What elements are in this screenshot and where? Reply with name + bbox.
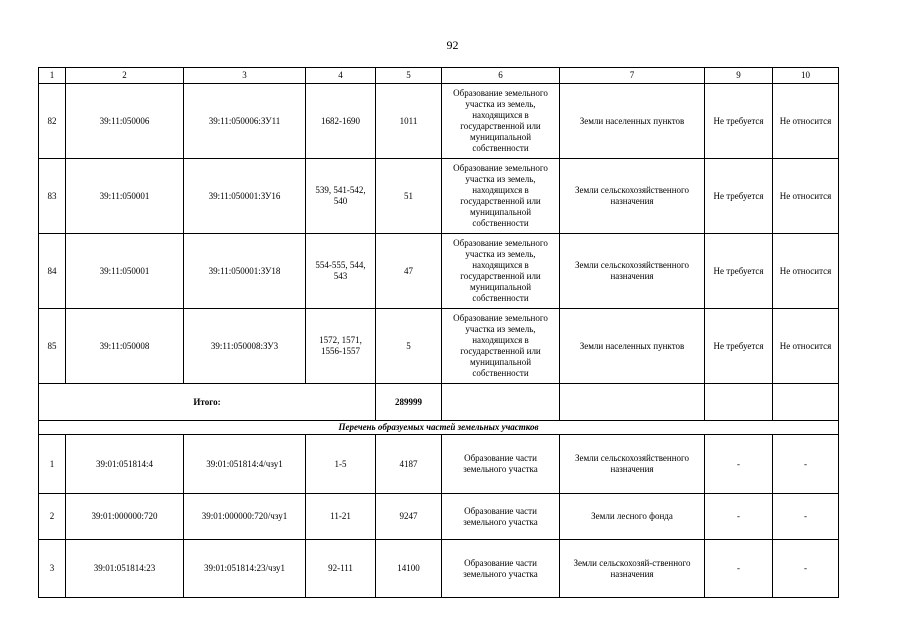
- header-cell: 9: [705, 68, 773, 84]
- cadastral-block: 39:11:050001: [66, 159, 184, 234]
- row-number: 85: [39, 309, 66, 384]
- plot-designation: 39:11:050001:ЗУ16: [184, 159, 306, 234]
- section-row: [39, 421, 839, 435]
- empty-cell: [705, 384, 773, 421]
- header-row: [39, 68, 839, 84]
- point-numbers: 539, 541-542, 540: [306, 159, 376, 234]
- area-value: 14100: [376, 540, 442, 598]
- header-cell: 10: [773, 68, 839, 84]
- area-value: 4187: [376, 435, 442, 494]
- area-value: 9247: [376, 494, 442, 540]
- page-number: 92: [446, 38, 459, 52]
- table-row: [39, 540, 839, 598]
- table-row: [39, 234, 839, 309]
- land-category: Земли населенных пунктов: [560, 84, 705, 159]
- table-row: [39, 435, 839, 494]
- column-9-value: -: [705, 494, 773, 540]
- header-cell: 4: [306, 68, 376, 84]
- total-value: 289999: [376, 384, 442, 421]
- header-cell: 1: [39, 68, 66, 84]
- row-number: 82: [39, 84, 66, 159]
- column-10-value: -: [773, 540, 839, 598]
- plot-designation: 39:11:050001:ЗУ18: [184, 234, 306, 309]
- land-category: Земли сельскохозяй-ственного назначения: [560, 540, 705, 598]
- empty-cell: [442, 384, 560, 421]
- point-numbers: 1-5: [306, 435, 376, 494]
- row-number: 84: [39, 234, 66, 309]
- empty-cell: [773, 384, 839, 421]
- table-row: [39, 159, 839, 234]
- part-designation: 39:01:000000:720/чзу1: [184, 494, 306, 540]
- column-9-value: Не требуется: [705, 159, 773, 234]
- area-value: 1011: [376, 84, 442, 159]
- column-9-value: Не требуется: [705, 84, 773, 159]
- cadastral-number: 39:01:051814:4: [66, 435, 184, 494]
- column-10-value: Не относится: [773, 159, 839, 234]
- cadastral-block: 39:11:050008: [66, 309, 184, 384]
- area-value: 5: [376, 309, 442, 384]
- header-cell: 6: [442, 68, 560, 84]
- column-9-value: Не требуется: [705, 234, 773, 309]
- column-10-value: -: [773, 435, 839, 494]
- header-cell: 5: [376, 68, 442, 84]
- formation-method: Образование части земельного участка: [442, 540, 560, 598]
- land-category: Земли сельскохозяйственного назначения: [560, 159, 705, 234]
- plot-designation: 39:11:050006:ЗУ11: [184, 84, 306, 159]
- header-cell: 7: [560, 68, 705, 84]
- cadastral-block: 39:11:050001: [66, 234, 184, 309]
- header-cell: 2: [66, 68, 184, 84]
- point-numbers: 92-111: [306, 540, 376, 598]
- table-row: [39, 494, 839, 540]
- column-10-value: -: [773, 494, 839, 540]
- land-category: Земли населенных пунктов: [560, 309, 705, 384]
- column-10-value: Не относится: [773, 309, 839, 384]
- table-row: [39, 309, 839, 384]
- formation-method: Образование части земельного участка: [442, 494, 560, 540]
- section-title: Перечень образуемых частей земельных участков: [39, 421, 839, 435]
- formation-method: Образование земельного участка из земель, находящихся в государственной или муниципальной собственности: [442, 84, 560, 159]
- row-number: 3: [39, 540, 66, 598]
- land-category: Земли сельскохозяйственного назначения: [560, 234, 705, 309]
- land-category: Земли лесного фонда: [560, 494, 705, 540]
- total-label: Итого:: [39, 384, 376, 421]
- part-designation: 39:01:051814:4/чзу1: [184, 435, 306, 494]
- header-cell: 3: [184, 68, 306, 84]
- area-value: 51: [376, 159, 442, 234]
- plot-designation: 39:11:050008:ЗУ3: [184, 309, 306, 384]
- table-row: [39, 84, 839, 159]
- area-value: 47: [376, 234, 442, 309]
- formation-method: Образование части земельного участка: [442, 435, 560, 494]
- row-number: 2: [39, 494, 66, 540]
- column-9-value: -: [705, 540, 773, 598]
- land-plots-table: [38, 67, 839, 598]
- empty-cell: [560, 384, 705, 421]
- row-number: 1: [39, 435, 66, 494]
- column-9-value: -: [705, 435, 773, 494]
- column-10-value: Не относится: [773, 84, 839, 159]
- cadastral-block: 39:11:050006: [66, 84, 184, 159]
- formation-method: Образование земельного участка из земель, находящихся в государственной или муниципальной собственности: [442, 234, 560, 309]
- point-numbers: 1682-1690: [306, 84, 376, 159]
- formation-method: Образование земельного участка из земель, находящихся в государственной или муниципальной собственности: [442, 159, 560, 234]
- formation-method: Образование земельного участка из земель, находящихся в государственной или муниципальной собственности: [442, 309, 560, 384]
- part-designation: 39:01:051814:23/чзу1: [184, 540, 306, 598]
- total-row: [39, 384, 839, 421]
- column-9-value: Не требуется: [705, 309, 773, 384]
- cadastral-number: 39:01:000000:720: [66, 494, 184, 540]
- cadastral-number: 39:01:051814:23: [66, 540, 184, 598]
- column-10-value: Не относится: [773, 234, 839, 309]
- row-number: 83: [39, 159, 66, 234]
- point-numbers: 11-21: [306, 494, 376, 540]
- land-category: Земли сельскохозяйственного назначения: [560, 435, 705, 494]
- point-numbers: 554-555, 544, 543: [306, 234, 376, 309]
- point-numbers: 1572, 1571, 1556-1557: [306, 309, 376, 384]
